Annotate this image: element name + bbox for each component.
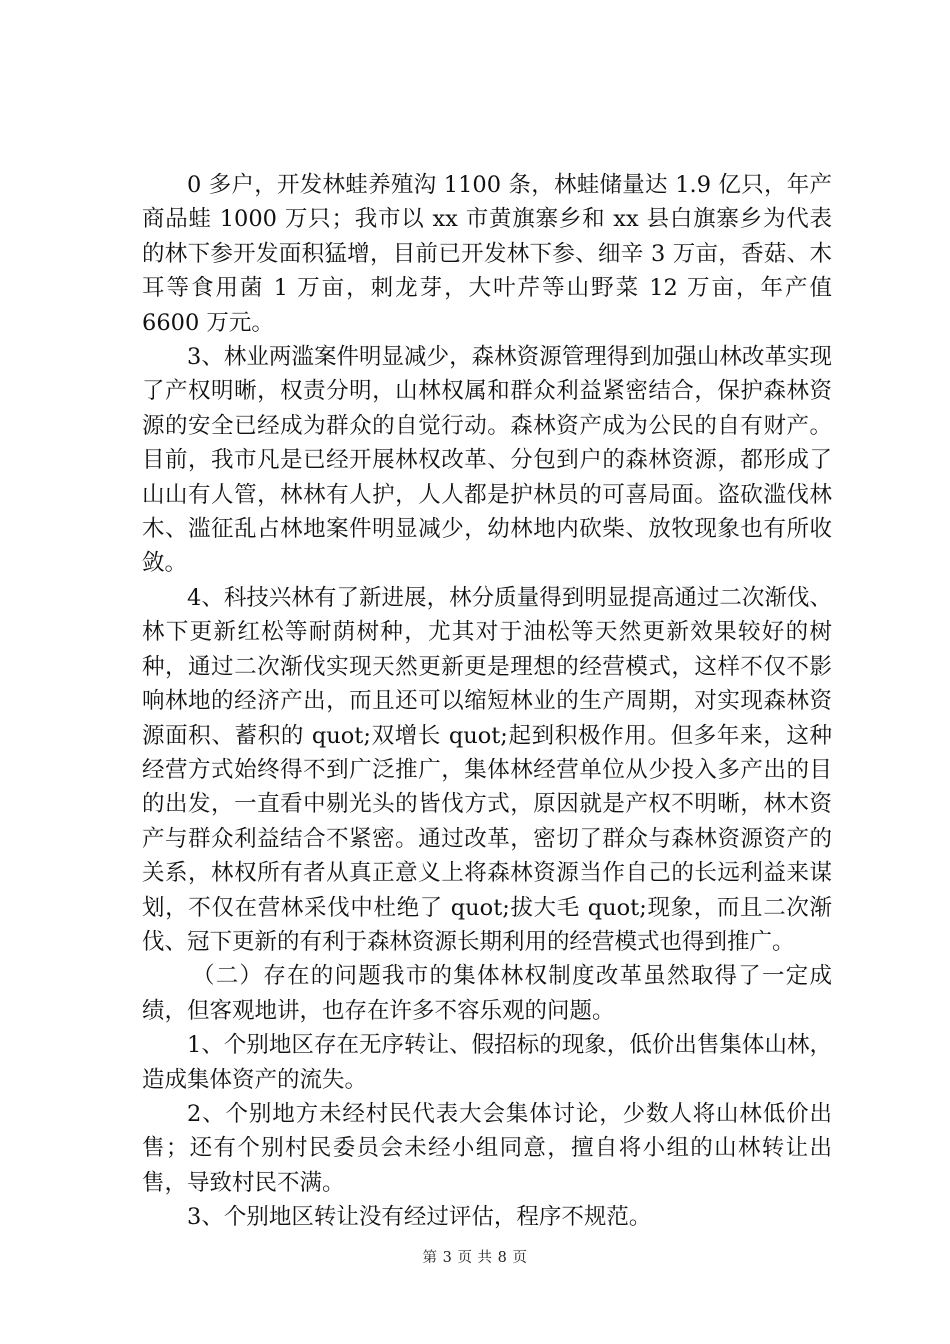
page-number-footer: 第 3 页 共 8 页: [422, 1250, 528, 1266]
paragraph-item-4-technology: 4、科技兴林有了新进展，林分质量得到明显提高通过二次渐伐、林下更新红松等耐荫树种，尤其对于油松等天然更新效果较好的树种，通过二次渐伐实现天然更新更是理想的经营模式，这样不仅不影响林地的经济产出，而且还可以缩短林业的生产周期，对实现森林资源面积、蓄积的 quot;双增长 quot;起到积极作用。但多年来，这种经营方式始终得不到广泛推广，集体林经营单位从少投入多产出的目的出发，一直看中剔光头的皆伐方式，原因就是产权不明晰，林木资产与群众利益结合不紧密。通过改革，密切了群众与森林资源资产的关系，林权所有者从真正意义上将森林资源当作自己的长远利益来谋划，不仅在营林采伐中杜绝了 quot;拔大毛 quot;现象，而且二次渐伐、冠下更新的有利于森林资源长期利用的经营模式也得到推广。: [142, 584, 832, 955]
paragraph-problem-1: 1、个别地区存在无序转让、假招标的现象，低价出售集体山林，造成集体资产的流失。: [142, 1032, 832, 1093]
paragraph-problem-3: 3、个别地区转让没有经过评估，程序不规范。: [187, 1204, 652, 1231]
document-body: [142, 168, 832, 1235]
paragraph-section-problems: （二）存在的问题我市的集体林权制度改革虽然取得了一定成绩，但客观地讲，也存在许多不容乐观的问题。: [142, 963, 832, 1024]
paragraph-item-3-forest-cases: 3、林业两滥案件明显减少，森林资源管理得到加强山林改革实现了产权明晰，权责分明，山林权属和群众利益紧密结合，保护森林资源的安全已经成为群众的自觉行动。森林资产成为公民的自有财产。目前，我市凡是已经开展林权改革、分包到户的森林资源，都形成了山山有人管，林林有人护，人人都是护林员的可喜局面。盗砍滥伐林木、滥征乱占林地案件明显减少，幼林地内砍柴、放牧现象也有所收敛。: [142, 344, 832, 577]
paragraph-continuation: 0 多户，开发林蛙养殖沟 1100 条，林蛙储量达 1.9 亿只，年产商品蛙 1000 万只；我市以 xx 市黄旗寨乡和 xx 县白旗寨乡为代表的林下参开发面积猛增，目前已开发林下参、细辛 3 万亩，香菇、木耳等食用菌 1 万亩，刺龙芽，大叶芹等山野菜 12 万亩，年产值 6600 万元。: [142, 172, 832, 336]
paragraph-problem-2: 2、个别地方未经村民代表大会集体讨论，少数人将山林低价出售；还有个别村民委员会未经小组同意，擅自将小组的山林转让出售，导致村民不满。: [142, 1100, 832, 1196]
